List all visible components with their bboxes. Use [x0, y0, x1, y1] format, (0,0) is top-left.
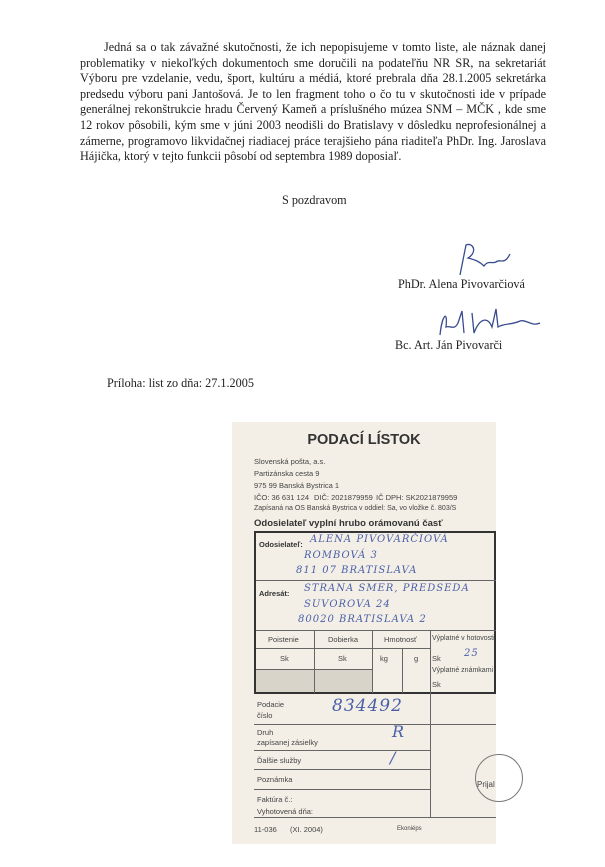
divider	[254, 750, 430, 751]
signer-1-name: PhDr. Alena Pivovarčiová	[398, 277, 525, 291]
col-paid-stamps: Výplatné známkami	[432, 667, 494, 674]
sender-line: 811 07 BRATISLAVA	[296, 565, 418, 576]
divider	[256, 630, 496, 631]
note-label: Poznámka	[257, 775, 293, 784]
divider	[430, 693, 431, 817]
sender-label: Odosielateľ:	[259, 540, 303, 549]
services-label: Ďalšie služby	[257, 756, 302, 765]
col-weight: Hmotnosť	[384, 635, 417, 644]
type-label: Druh	[257, 728, 274, 737]
currency: Sk	[338, 654, 347, 663]
divider	[430, 631, 431, 693]
registration: Zapísaná na OS Banská Bystrica v oddiel: Sa, vo vložke č. 803/S	[254, 505, 457, 512]
services-value: /	[390, 748, 397, 767]
sender-line: ROMBOVÁ 3	[304, 550, 378, 561]
recipient-label: Adresát:	[259, 589, 290, 598]
postal-receipt	[232, 422, 496, 844]
divider	[314, 631, 315, 693]
kg-label: kg	[380, 654, 388, 663]
post-stamp	[475, 754, 523, 802]
attachment-note: Príloha: list zo dňa: 27.1.2005	[107, 376, 254, 390]
greeting: S pozdravom	[282, 193, 347, 207]
letter-body	[80, 40, 546, 165]
receipt-number: 834492	[332, 696, 403, 716]
divider	[256, 669, 372, 670]
issued-label: Vyhotovená dňa:	[257, 807, 314, 816]
divider	[254, 789, 430, 790]
letter-paragraph: Jedná sa o tak závažné skutočnosti, že ich nepopisujeme v tomto liste, ale náznak danej problematiky v niekoľkých dokumentoch sme doručili na podateľňu NR SR, na sekretariát Výboru pre vzdelanie, vedu, šport, kultúru a médiá, ktoré prebrala dňa 28.1.2005 sekretárka predsedu výboru pani Jantošová. Je to len fragment toho o čo tu v skutočnosti ide v prípade generálnej rekonštrukcie hradu Červený Kameň a príslušného múzea SNM – MČK , kde sme 12 rokov pôsobili, kým sme v júni 2003 neodišli do Bratislavy v dôsledku neprofesionálnej a zámerne, programovo likvidačnej riadiacej práce terajšieho pána riaditeľa PhDr. Ing. Jaroslava Hájička, ktorý v tejto funkcii pôsobí od septembra 1989 doposiaľ.	[80, 40, 546, 164]
divider	[254, 817, 496, 818]
invoice-label: Faktúra č.:	[257, 795, 293, 804]
form-date: (XI. 2004)	[290, 825, 323, 834]
col-paid-cash: Výplatné v hotovosti	[432, 635, 495, 642]
printer: Ekoniéps	[397, 826, 422, 832]
currency: Sk	[280, 654, 289, 663]
sender-line: ALENA PIVOVARČIOVÁ	[310, 534, 449, 545]
g-label: g	[414, 654, 419, 663]
col-insurance: Poistenie	[268, 635, 299, 644]
company: Slovenská pošta, a.s.	[254, 457, 326, 466]
stamp-text: Prijal	[477, 780, 495, 789]
divider	[254, 724, 496, 725]
receipt-title: PODACÍ LÍSTOK	[307, 432, 421, 448]
divider	[402, 648, 403, 693]
instruction: Odosielateľ vyplní hrubo orámovanú časť	[254, 518, 443, 529]
divider	[372, 631, 373, 693]
recipient-line: SUVOROVA 24	[304, 599, 391, 610]
street: Partizánska cesta 9	[254, 469, 320, 478]
currency: Sk	[432, 680, 441, 689]
type-label: zapísanej zásielky	[257, 738, 318, 747]
type-value: R	[392, 722, 406, 741]
number-label: číslo	[257, 711, 273, 720]
divider	[254, 769, 430, 770]
number-label: Podacie	[257, 700, 285, 709]
ico: IČO: 36 631 124	[254, 493, 310, 502]
recipient-line: 80020 BRATISLAVA 2	[298, 614, 427, 625]
col-cod: Dobierka	[328, 635, 359, 644]
form-code: 11-036	[254, 825, 277, 834]
recipient-line: STRANA SMER, PREDSEDA	[304, 583, 470, 594]
divider	[256, 580, 496, 581]
signer-2-name: Bc. Art. Ján Pivovarči	[395, 338, 503, 352]
currency: Sk	[432, 654, 441, 663]
city: 975 99 Banská Bystrica 1	[254, 481, 340, 490]
dic: DIČ: 2021879959	[314, 493, 373, 502]
ic-dph: IČ DPH: SK2021879959	[376, 493, 458, 502]
paid-cash-value: 25	[464, 648, 479, 659]
divider	[256, 648, 430, 649]
signature-1	[448, 240, 518, 280]
